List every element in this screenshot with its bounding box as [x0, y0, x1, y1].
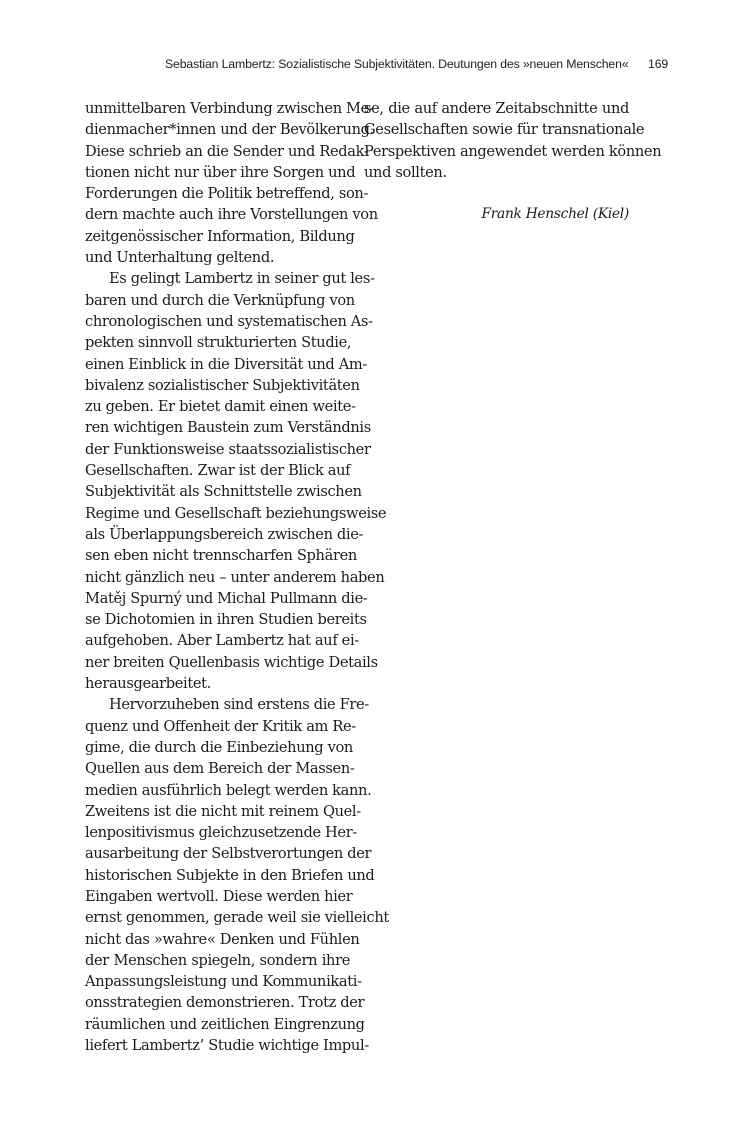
paragraph — [85, 98, 378, 268]
text-line: ausarbeitung der Selbstverortungen der — [85, 845, 372, 863]
text-line: Quellen aus dem Bereich der Massen- — [85, 760, 355, 778]
text-line: nicht das »wahre« Denken und Fühlen — [85, 930, 360, 948]
text-line: tionen nicht nur über ihre Sorgen und — [85, 163, 356, 181]
text-line: herausgearbeitet. — [85, 675, 211, 693]
left-text-column — [85, 98, 389, 1056]
paragraph — [85, 268, 387, 694]
text-line: sen eben nicht trennscharfen Sphären — [85, 547, 357, 565]
text-line: dern machte auch ihre Vorstellungen von — [85, 206, 378, 224]
text-line: Hervorzuheben sind erstens die Fre- — [109, 696, 369, 714]
text-line: Diese schrieb an die Sender und Redak- — [85, 142, 369, 160]
text-line: onsstrategien demonstrieren. Trotz der — [85, 994, 365, 1012]
text-line: gime, die durch die Einbeziehung von — [85, 738, 353, 756]
text-line: lenpositivismus gleichzusetzende Her- — [85, 824, 357, 842]
text-line: Anpassungsleistung und Kommunikati- — [85, 973, 362, 991]
text-line: zeitgenössischer Information, Bildung — [85, 227, 355, 245]
text-line: ner breiten Quellenbasis wichtige Details — [85, 653, 378, 671]
text-line: Subjektivität als Schnittstelle zwischen — [85, 483, 362, 501]
text-line: der Menschen spiegeln, sondern ihre — [85, 951, 350, 969]
text-line: ernst genommen, gerade weil sie vielleicht — [85, 909, 389, 927]
author-signature: Frank Henschel (Kiel) — [481, 206, 629, 223]
text-line: nicht gänzlich neu – unter anderem haben — [85, 568, 385, 586]
text-line: einen Einblick in die Diversität und Am- — [85, 355, 367, 373]
text-line: medien ausführlich belegt werden kann. — [85, 781, 372, 799]
text-line: Es gelingt Lambertz in seiner gut les- — [109, 270, 375, 288]
text-line: Perspektiven angewendet werden können — [364, 142, 662, 160]
running-header — [165, 57, 669, 71]
paragraph — [364, 98, 662, 183]
text-line: liefert Lambertz’ Studie wichtige Impul- — [85, 1037, 369, 1055]
text-line: aufgehoben. Aber Lambertz hat auf ei- — [85, 632, 359, 650]
text-line: zu geben. Er bietet damit einen weite- — [85, 398, 356, 416]
text-line: bivalenz sozialistischer Subjektivitäten — [85, 376, 360, 394]
text-line: historischen Subjekte in den Briefen und — [85, 866, 375, 884]
page-number: 169 — [648, 57, 669, 71]
text-line: Matěj Spurný und Michal Pullmann die- — [85, 589, 368, 607]
text-line: Forderungen die Politik betreffend, son- — [85, 185, 369, 203]
text-line: Regime und Gesellschaft beziehungsweise — [85, 504, 387, 522]
paragraph — [85, 694, 389, 1056]
running-title: Sebastian Lambertz: Sozialistische Subjektivitäten. Deutungen des »neuen Menschen« — [165, 57, 629, 71]
text-line: dienmacher*innen und der Bevölkerung. — [85, 121, 374, 139]
text-line: der Funktionsweise staatssozialistischer — [85, 440, 371, 458]
text-line: Gesellschaften. Zwar ist der Blick auf — [85, 462, 351, 480]
text-line: Zweitens ist die nicht mit reinem Quel- — [85, 802, 361, 820]
text-line: quenz und Offenheit der Kritik am Re- — [85, 717, 356, 735]
text-line: und sollten. — [364, 163, 447, 181]
text-line: se, die auf andere Zeitabschnitte und — [364, 100, 629, 117]
text-line: und Unterhaltung geltend. — [85, 249, 275, 267]
text-line: Gesellschaften sowie für transnationale — [364, 121, 645, 139]
text-line: baren und durch die Verknüpfung von — [85, 291, 355, 309]
text-line: chronologischen und systematischen As- — [85, 312, 373, 330]
text-line: Eingaben wertvoll. Diese werden hier — [85, 887, 353, 905]
text-line: räumlichen und zeitlichen Eingrenzung — [85, 1015, 365, 1033]
right-text-column — [364, 98, 662, 225]
text-line: unmittelbaren Verbindung zwischen Me- — [85, 100, 374, 117]
text-line: se Dichotomien in ihren Studien bereits — [85, 611, 367, 629]
text-line: als Überlappungsbereich zwischen die- — [85, 525, 364, 543]
text-line: ren wichtigen Baustein zum Verständnis — [85, 419, 371, 437]
text-line: pekten sinnvoll strukturierten Studie, — [85, 334, 352, 352]
